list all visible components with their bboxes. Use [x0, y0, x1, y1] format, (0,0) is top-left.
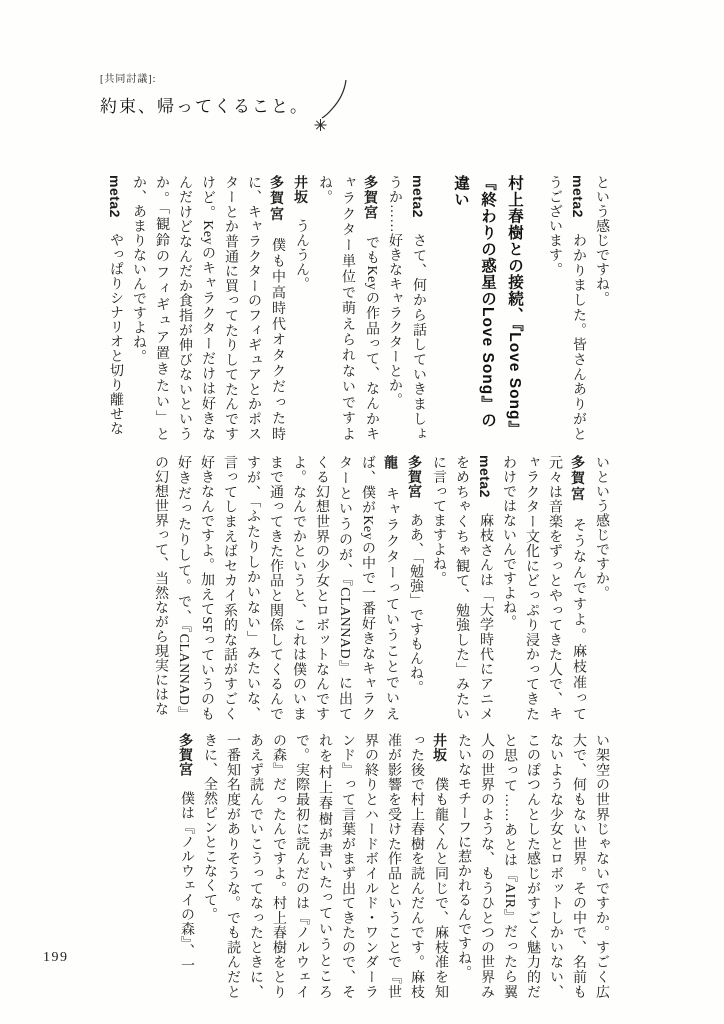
speaker-name: 井坂 — [432, 733, 448, 763]
speaker-name: 多賀宮 — [178, 733, 194, 777]
speaker-name: meta2 — [410, 175, 426, 218]
speaker-name: 井坂 — [293, 175, 309, 204]
text-band-middle — [108, 455, 613, 721]
speaker-name: 多賀宮 — [269, 175, 285, 223]
dialogue-paragraph: 多賀宮 僕も中高時代オタクだった時に、キャラクターのフィギュアとかポスターとか普通に買ってたりしてたんですけど。Keyのキャラクターだけは好きなんだけどなんだか食指が伸びないというか。「観鈴のフィギュア置きたい」とか、あまりないんですよね。 — [131, 175, 285, 441]
discussion-kicker: [共同討議]: — [100, 74, 157, 85]
dialogue-paragraph: 多賀宮 そうなんですよ。麻枝准って元々は音楽をずっとやってきた人で、キャラクター文化にどっぷり浸かってきたわけではないんですよね。 — [501, 455, 586, 721]
dialogue-paragraph: meta2 わかりました。皆さんありがとうございます。 — [547, 175, 586, 442]
dialogue-paragraph: 井坂 僕も龍くんと同じで、麻枝准を知った後で村上春樹を読んだんです。麻枝准が影響を受けた作品ということで『世界の終りとハードボイルド・ワンダーランド』って言葉がまず出てきたので、それを村上春樹が書いたっていうところで。実際最初に読んだのは『ノルウェイの森』だったんですよ。村上春樹をとりあえず読んでいこうってなったときに、一番知名度がありそうな。でも読んだときに、全然ピンとこなくて。 — [202, 733, 448, 1000]
speaker-name: meta2 — [477, 455, 493, 498]
page-number: 199 — [43, 950, 69, 965]
dialogue-paragraph: 多賀宮 僕は『ノルウェイの森』、一 — [178, 733, 194, 973]
sparkle-swoosh-icon — [313, 78, 349, 132]
dialogue-paragraph: 多賀宮 でもKeyの作品って、なんかキャラクター単位で萌えられないですよね。 — [317, 175, 379, 442]
dialogue-paragraph: 多賀宮 ああ、「勉強」ですもんね。 — [407, 455, 423, 695]
dialogue-paragraph: い架空の世界じゃないですか。すごく広大で、何もない世界。その中で、名前もないような少女とロボットしかいない、このぽつんとした感じがすごく魅力的だと思って……あとは『AIR』だったら翼人の世界のような、もうひとつの世界みたいなモチーフに惹かれるんですね。 — [456, 733, 609, 999]
text-band-top — [108, 175, 613, 441]
speaker-name: meta2 — [107, 175, 123, 218]
discussion-title: 約束、帰ってくること。 — [100, 97, 309, 116]
dialogue-paragraph: meta2 麻枝さんは「大学時代にアニメをめちゃくちゃ観て、勉強した」みたいに言ってますよね。 — [431, 455, 493, 722]
speaker-name: meta2 — [570, 175, 586, 218]
dialogue-paragraph: 龍 キャラクターっていうことでいえば、僕がKeyの中で一番好きなキャラクターというのが、『CLANNAD』に出てくる幻想世界の少女とロボットなんですよ。なんでかというと、これは僕のいままで通ってきた作品と関係してくるんですが、「ふたりしかいない」みたいな、言ってしまえばセカイ系的な話がすごく好きなんですよ。加えてSFっていうのも好きだったりして。で、『CLANNAD』の幻想世界って、当然ながら現実にはな — [153, 455, 399, 721]
speaker-name: 多賀宮 — [363, 175, 379, 221]
section-heading — [447, 175, 528, 441]
dialogue-paragraph: meta2 さて、何から話していきましょうか……好きなキャラクターとか。 — [387, 175, 426, 442]
speaker-name: 龍 — [383, 455, 399, 471]
title-row — [100, 92, 349, 132]
speaker-name: 多賀宮 — [407, 455, 423, 499]
page-header — [100, 70, 349, 132]
section-heading-line: 『終わりの惑星のLove Song』の違い — [452, 175, 496, 429]
dialogue-paragraph: 井坂 うんうん。 — [293, 175, 309, 291]
dialogue-paragraph: という感じですね。 — [594, 175, 609, 306]
section-heading-line: 村上春樹との接続、『Love Song』 — [506, 175, 523, 437]
text-band-bottom — [108, 733, 613, 999]
dialogue-paragraph: いという感じですか。 — [594, 455, 609, 600]
speaker-name: 多賀宮 — [570, 455, 586, 503]
dialogue-paragraph: meta2 やっぱりシナリオと切り離せな — [107, 175, 123, 436]
